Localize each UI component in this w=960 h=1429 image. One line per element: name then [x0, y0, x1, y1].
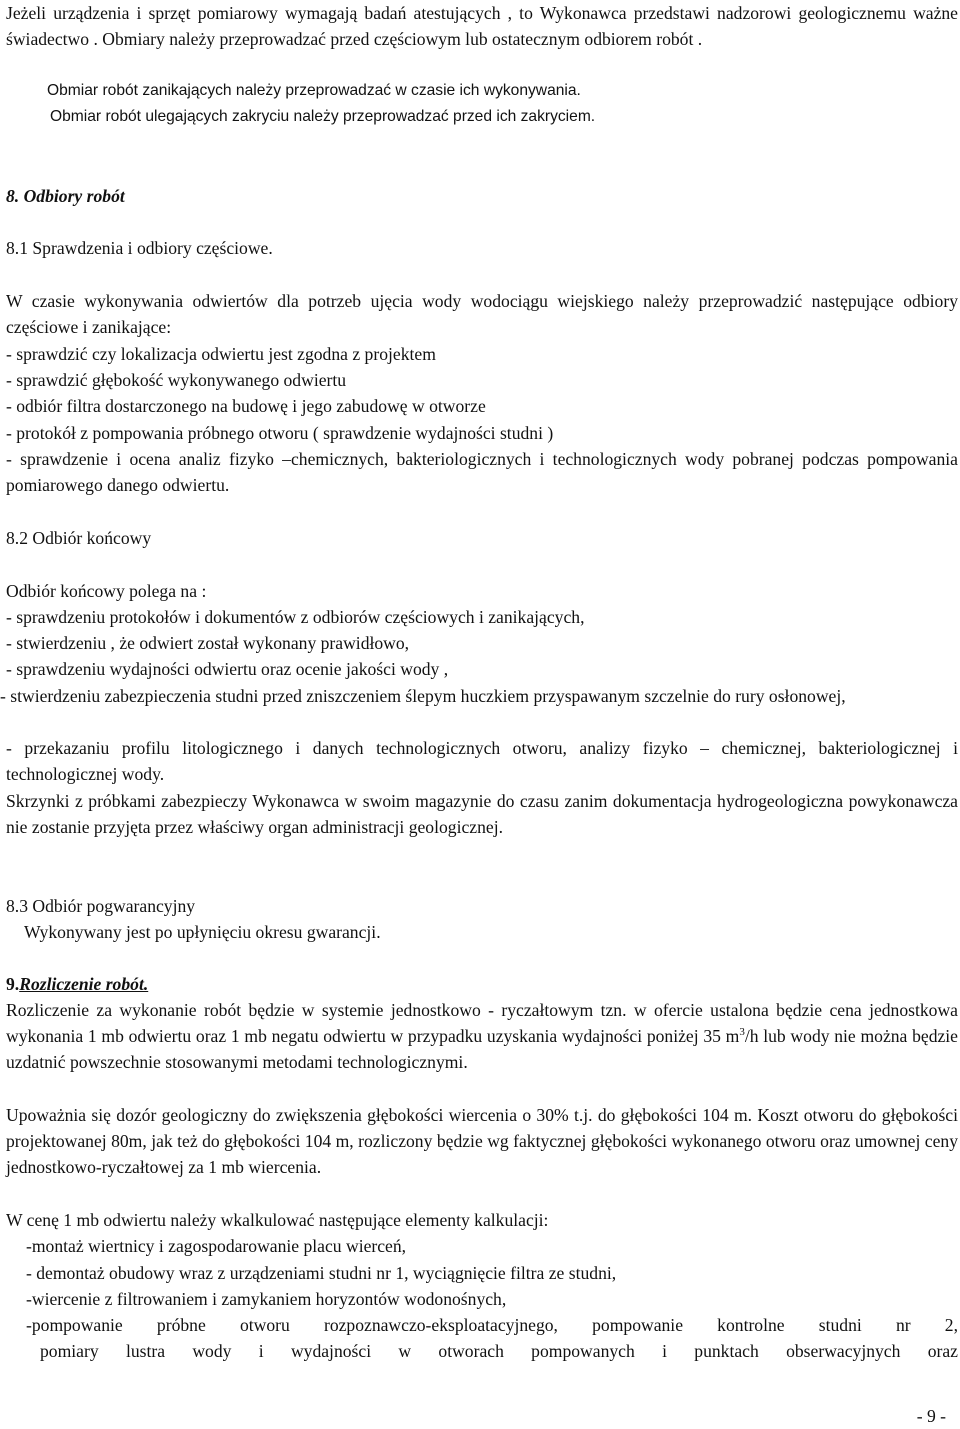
superscript: 3 — [739, 1026, 745, 1039]
paragraph-text: /h lub wody nie można będzie uzdatnić powszechnie stosowanymi metodami technologicznymi. — [6, 1026, 958, 1073]
section-9-paragraph-3: W cenę 1 mb odwiertu należy wkalkulować następujące elementy kalkulacji: — [6, 1210, 549, 1230]
section-9-paragraph-1 — [6, 997, 958, 1076]
subsection-8-1-intro: W czasie wykonywania odwiertów dla potrzeb ujęcia wody wodociągu wiejskiego należy przeprowadzić następujące odbiory częściowe i zanikające: — [6, 291, 958, 338]
subsection-8-3-text: Wykonywany jest po upłynięciu okresu gwarancji. — [24, 922, 381, 942]
paragraph-text: Rozliczenie za wykonanie robót będzie w systemie jednostkowo - ryczałtowym tzn. w ofercie ustalona będzie cena jednostkowa wykonania 1 mb odwiertu oraz 1 mb negatu odwiertu w przypadku uzyskania wydajności poniżej 35 m — [6, 1000, 958, 1047]
section-9-number: 9. — [6, 974, 20, 994]
subsection-8-1-title: 8.1 Sprawdzenia i odbiory częściowe. — [6, 238, 273, 258]
list-item: -wiercenie z filtrowaniem i zamykaniem horyzontów wodonośnych, — [26, 1289, 507, 1309]
page-number: - 9 - — [916, 1406, 946, 1426]
section-9-heading — [6, 971, 148, 997]
list-item: - stwierdzeniu zabezpieczenia studni przed zniszczeniem ślepym huczkiem przyspawanym szczelnie do rury osłonowej, — [0, 686, 846, 706]
list-item: - sprawdzeniu wydajności odwiertu oraz ocenie jakości wody , — [6, 659, 449, 679]
section-9-paragraph-2: Upoważnia się dozór geologiczny do zwiększenia głębokości wiercenia o 30% t.j. do głębokości 104 m. Koszt otworu do głębokości projektowanej 80m, jak też do głębokości 104 m, rozliczony będzie wg faktycznej głębokości wykonanego otworu oraz umownej ceny jednostkowo-ryczałtowej za 1 mb wiercenia. — [6, 1105, 958, 1178]
subsection-8-2-intro: Odbiór końcowy polega na : — [6, 581, 207, 601]
subsection-8-2-title: 8.2 Odbiór końcowy — [6, 528, 152, 548]
list-item: - sprawdzeniu protokołów i dokumentów z odbiorów częściowych i zanikających, — [6, 607, 585, 627]
list-item: - sprawdzenie i ocena analiz fizyko –chemicznych, bakteriologicznych i technologicznych wody pobranej podczas pompowania pomiarowego danego odwiertu. — [6, 449, 958, 496]
list-item: - odbiór filtra dostarczonego na budowę i jego zabudowę w otworze — [6, 396, 486, 416]
list-item: - sprawdzić głębokość wykonywanego odwiertu — [6, 370, 347, 390]
list-item: - stwierdzeniu , że odwiert został wykonany prawidłowo, — [6, 633, 410, 653]
list-item: - przekazaniu profilu litologicznego i danych technologicznych otworu, analizy fizyko – chemicznej, bakteriologicznej i technologicznej wody. — [6, 738, 958, 785]
subsection-8-2-closing: Skrzynki z próbkami zabezpieczy Wykonawca w swoim magazynie do czasu zanim dokumentacja hydrogeologiczna powykonawcza nie zostanie przyjęta przez właściwy organ administracji geologicznej. — [6, 791, 958, 838]
subsection-8-3-title: 8.3 Odbiór pogwarancyjny — [6, 896, 196, 916]
list-item: - demontaż obudowy wraz z urządzeniami studni nr 1, wyciągnięcie filtra ze studni, — [26, 1263, 617, 1283]
list-item: - sprawdzić czy lokalizacja odwiertu jest zgodna z projektem — [6, 344, 436, 364]
list-item: -pompowanie próbne otworu rozpoznawczo-eksploatacyjnego, pompowanie kontrolne studni nr 2, — [26, 1315, 958, 1335]
intro-paragraph-2: Obmiar robót zanikających należy przeprowadzać w czasie ich wykonywania. — [47, 82, 581, 99]
list-item: -montaż wiertnicy i zagospodarowanie placu wierceń, — [26, 1236, 407, 1256]
intro-paragraph-3: Obmiar robót ulegających zakryciu należy przeprowadzać przed ich zakryciem. — [50, 108, 596, 125]
section-9-title: Rozliczenie robót. — [19, 974, 149, 994]
intro-paragraph-1: Jeżeli urządzenia i sprzęt pomiarowy wymagają badań atestujących , to Wykonawca przedstawi nadzorowi geologicznemu ważne świadectwo . Obmiary należy przeprowadzać przed częściowym lub ostatecznym odbiorem robót . — [6, 3, 958, 50]
section-8-heading: 8. Odbiory robót — [6, 186, 125, 206]
list-item: pomiary lustra wody i wydajności w otworach pompowanych i punktach obserwacyjnych oraz — [40, 1341, 958, 1361]
list-item: - protokół z pompowania próbnego otworu ( sprawdzenie wydajności studni ) — [6, 423, 554, 443]
